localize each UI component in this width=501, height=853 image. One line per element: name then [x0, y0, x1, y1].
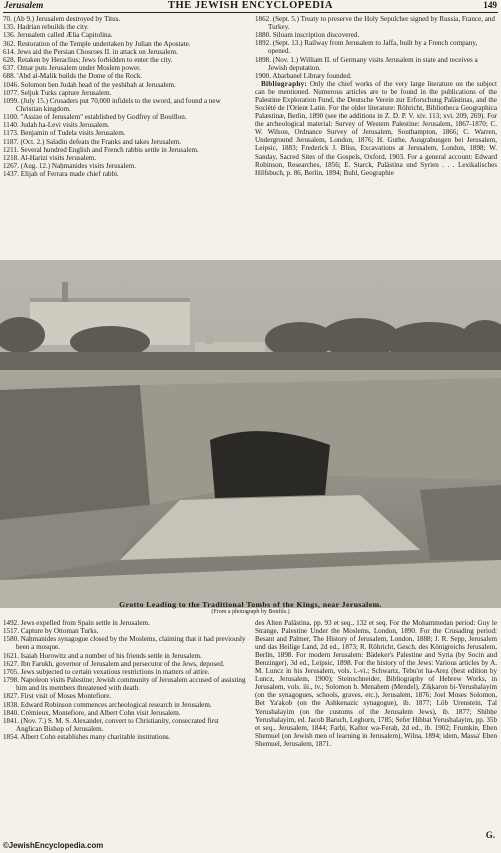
chronology-entry: 1880. Siloam inscription discovered. — [255, 31, 360, 40]
chronology-entry: 1517. Capture by Ottoman Turks. — [3, 627, 99, 636]
chronology-entry: 135. Hadrian rebuilds the city. — [3, 23, 89, 32]
bibliography-continued — [255, 619, 497, 748]
chronology-entry: 1892. (Sept. 13.) Railway from Jerusalem to Jaffa, built by a French company, opened. — [255, 39, 478, 56]
chronology-bottom-left — [3, 619, 246, 741]
chronology-entry: 1827. First visit of Moses Montefiore. — [3, 692, 112, 701]
figure-credit: (From a photograph by Bonfils.) — [211, 609, 290, 615]
chronology-entry: 70. (Ab 9.) Jerusalem destroyed by Titus. — [3, 15, 121, 23]
chronology-entry: 628. Retaken by Heraclius; Jews forbidden to enter the city. — [3, 55, 173, 64]
chronology-entry: 1267. (Aug. 12.) Naḥmanides visits Jerusalem. — [3, 162, 136, 171]
chronology-entry: 1841. (Nov. 7.) S. M. S. Alexander, convert to Christianity, consecrated first Anglican Bishop of Jerusalem. — [3, 716, 219, 734]
chronology-entry: 1211. Several hundred English and French rabbis settle in Jerusalem. — [3, 145, 199, 154]
chronology-entry: 1437. Elijah of Ferrara made chief rabbi. — [3, 170, 119, 179]
chronology-entry: 1705. Jews subjected to certain vexatious restrictions in matters of attire. — [3, 667, 210, 676]
grotto-photograph — [0, 260, 501, 608]
chronology-entry: 1627. Ibn Farukh, governor of Jerusalem and persecutor of the Jews, deposed. — [3, 659, 225, 668]
grotto-photograph-image — [0, 260, 501, 608]
chronology-top-right — [255, 15, 497, 80]
chronology-entry: 1492. Jews expelled from Spain settle in Jerusalem. — [3, 619, 150, 627]
bibliography — [255, 80, 497, 177]
chronology-top-left — [3, 15, 246, 179]
section-title: Jerusalem — [4, 0, 44, 10]
chronology-entry: 637. Omar puts Jerusalem under Moslem power. — [3, 64, 141, 73]
header-rule — [3, 12, 498, 13]
page-number: 149 — [483, 0, 497, 10]
chronology-entry: 1100. "Assize of Jerusalem" established by Godfrey of Bouillon. — [3, 113, 187, 122]
chronology-entry: 1798. Napoleon visits Palestine; Jewish community of Jerusalem accused of assisting him and its members threatened with death. — [3, 676, 246, 693]
figure-caption: Grotto Leading to the Traditional Tombs of the Kings, near Jerusalem. — [119, 600, 382, 609]
chronology-entry: 1077. Seljuk Turks capture Jerusalem. — [3, 88, 112, 97]
running-title: THE JEWISH ENCYCLOPEDIA — [168, 0, 333, 11]
copyright-footer: ©JewishEncyclopedia.com — [3, 841, 104, 850]
chronology-entry: 1580. Naḥmanides synagogue closed by the Moslems, claiming that it had previously been a mosque. — [3, 635, 246, 652]
chronology-entry: 1140. Judah ha-Levi visits Jerusalem. — [3, 121, 110, 130]
chronology-entry: 1840. Crémieux, Montefiore, and Albert Cohn visit Jerusalem. — [3, 708, 181, 717]
chronology-entry: 1898. (Nov. 1.) William II. of Germany visits Jerusalem in state and receives a Jewish deputation. — [255, 55, 478, 72]
chronology-entry: 1838. Edward Robinson commences archeological research in Jerusalem. — [3, 700, 212, 709]
author-signature: G. — [485, 830, 495, 840]
chronology-entry: 1621. Isaiah Horowitz and a number of his friends settle in Jerusalem. — [3, 651, 202, 660]
chronology-entry: 1187. (Oct. 2.) Saladin defeats the Franks and takes Jerusalem. — [3, 137, 182, 146]
bibliography-heading: Bibliography: — [261, 80, 308, 89]
chronology-entry: 362. Restoration of the Temple undertaken by Julian the Apostate. — [3, 39, 191, 48]
chronology-entry: 614. Jews aid the Persian Chosroes II. in attack on Jerusalem. — [3, 47, 178, 56]
chronology-entry: 1173. Benjamin of Tudela visits Jerusalem. — [3, 129, 126, 138]
chronology-entry: 1099. (July 15.) Crusaders put 70,000 infidels to the sword, and found a new Christian kingdom. — [3, 96, 221, 113]
chronology-entry: 1046. Solomon ben Judah head of the yeshibah at Jerusalem. — [3, 80, 176, 89]
bibliography-continued-text: des Alten Palästina, pp. 93 et seq., 132 et seq. For the Mohammedan period: Guy le Strange, Palestine Under the Moslems, London, 1890. For the Crusading period: Besant and Palmer, The History of Jerusalem, London, 1888; J. R. Sepp, Jerusalem und das Heilige Land, 2d ed., 1873; R. Röhricht, Gesch. des Königreichs Jerusalem, Berlin, 1898. For modern Jerusalem: Bädeker's Palestine and Syria (by Socin and Benzinger), 3d ed., Leipsic, 1898. For the history of the Jews: Various articles by A. M. Luncz in his Jerusalem, vols. i.-vi.; Schwartz, Tebu'ot ha-Areẓ (best edition by Luncz, Jerusalem, 1900); Steinschneider, Bibliography of Hebrew Works, in Jerusalem, vols. iii., iv.; Solomon b. Menahem (Mendel), Ziḳḳaron bi-Yerushalayim (on the synagogues, schools, graves, etc.), Jerusalem, 1876; Joel Moses Solomon, Bet Ya'aḳob (on the Ashkenazic synagogue), ib. 1877; Löb Urenstein, Ṭal Yerushalayim (on the customs of the Jerusalem Jews), ib. 1877; Shibḥe Yerushalayim, ed. Jacob Baruch, Leghorn, 1785; Sefer Hibbat Yerushalayim, pp. 35b et seq., Jerusalem, 1844; Farḥi, Kaftor wa-Feraḥ, 2d ed., ib. 1902; Frumkin, Eben Shemuel (on Jewish men of learning in Jerusalem), Wilna, 1894; idem, Massa' Eben Shemuel, Jerusalem, 1871. — [255, 619, 497, 748]
chronology-entry: 688. 'Abd al-Malik builds the Dome of the Rock. — [3, 72, 143, 81]
chronology-entry: 1218. Al-Harizi visits Jerusalem. — [3, 154, 97, 163]
chronology-entry: 136. Jerusalem called Ælia Capitolina. — [3, 31, 113, 40]
bibliography-text: Only the chief works of the very large literature on the subject can be mentioned. Numerous articles are to be found in the publications of the Palestine Exploration Fund, the Deutsche Verein zur Erforschung Palästinas, and the Société de l'Orient Latin. For the older literature: Röhricht, Bibliotheca Geographica Palæstinæ, Berlin, 1890 (see the additions in Z. D. P. V. xiv. 113; xvi. 209, 269). For the archeological material: Survey of Western Palestine: Jerusalem, 1867-1870; C. W. Wilson, Ordnance Survey of Jerusalem, Southampton, 1866; C. Warren, Underground Jerusalem, London, 1876; H. Guthe, Ausgrabungen bei Jerusalem, Leipsic, 1883; Frederick J. Bliss, Excavations at Jerusalem, London, 1898; W. Sanday, Sacred Sites of the Gospels, Oxford, 1903. For a general account: Edward Robinson, Researches, 1856; E. Starck, Palästina und Syrien . . . Lexikalisches Hilfsbuch, p. 86, Berlin, 1894; Buhl, Geographie — [255, 80, 498, 177]
chronology-entry: 1862. (Sept. 5.) Treaty to preserve the Holy Sepulcher signed by Russia, France, and Turkey. — [255, 15, 495, 32]
chronology-entry: 1854. Albert Cohn establishes many charitable institutions. — [3, 733, 171, 742]
right-top-column — [255, 15, 497, 177]
chronology-entry: 1900. Abarbanel Library founded. — [255, 71, 352, 80]
